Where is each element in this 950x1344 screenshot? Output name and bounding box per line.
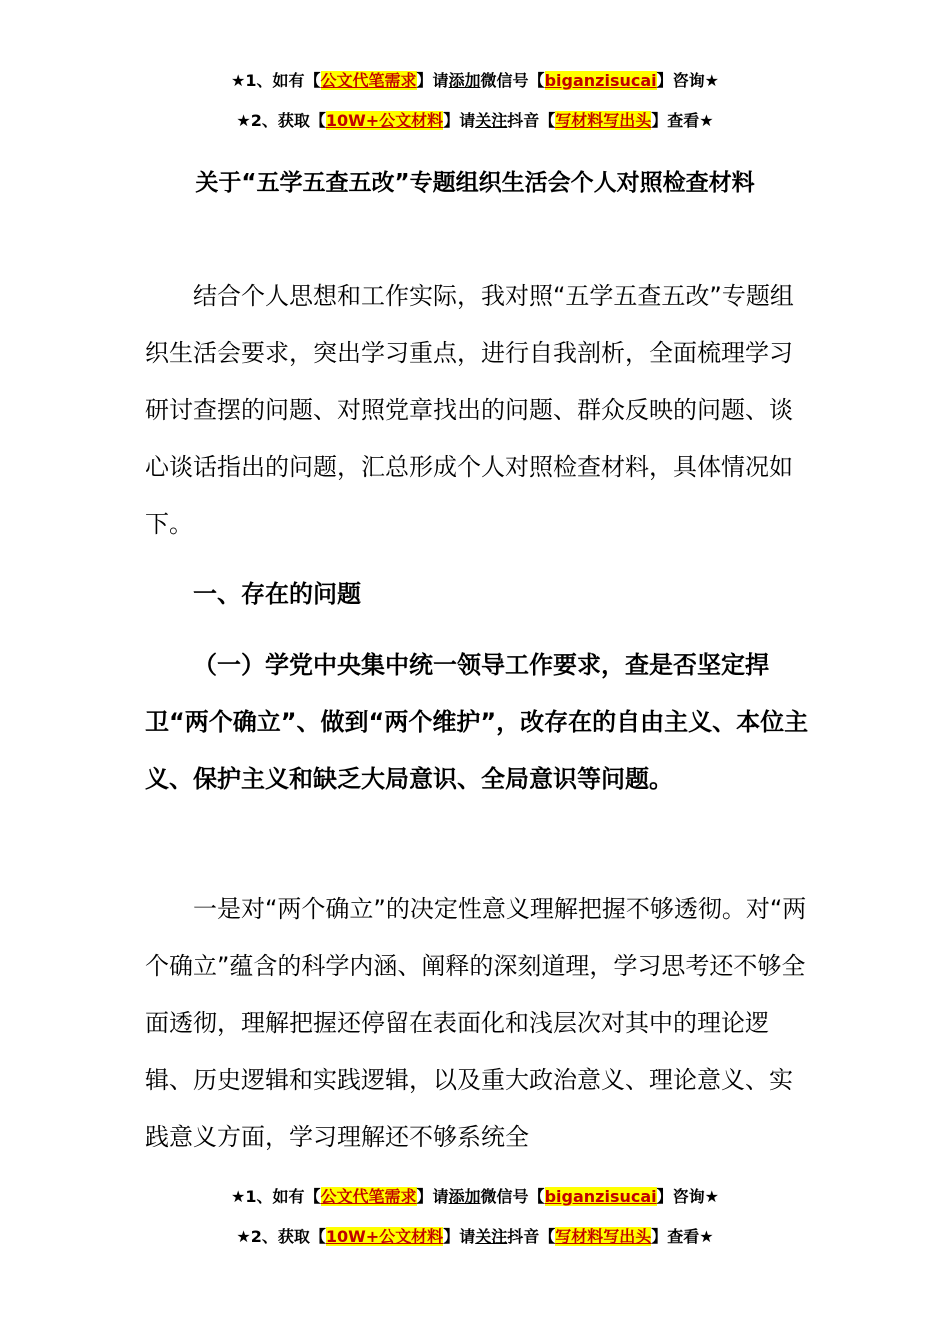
promo-line-2-bottom [0, 1226, 950, 1248]
promo-line-1-bottom [0, 1186, 950, 1208]
promo-prefix: ★1、如有【 [231, 1187, 321, 1206]
promo-highlight: 10W+公文材料 [325, 1227, 444, 1246]
promo-underline: 添加 [448, 71, 481, 90]
promo-text: 】请 [443, 1227, 476, 1246]
promo-suffix: 】咨询★ [656, 71, 719, 90]
promo-text: 】请 [416, 1187, 449, 1206]
promo-suffix: 】查看★ [651, 1227, 714, 1246]
promo-prefix: ★1、如有【 [231, 71, 321, 90]
intro-paragraph: 结合个人思想和工作实际，我对照“五学五查五改”专题组织生活会要求，突出学习重点，进行自我剖析，全面梳理学习研讨查摆的问题、对照党章找出的问题、群众反映的问题、谈心谈话指出的问题，汇总形成个人对照检查材料，具体情况如下。 [145, 282, 794, 538]
promo-highlight: 写材料写出头 [555, 1227, 652, 1246]
promo-highlight: 写材料写出头 [555, 111, 652, 130]
promo-prefix: ★2、获取【 [236, 111, 326, 130]
promo-suffix: 】咨询★ [656, 1187, 719, 1206]
promo-line-2-top [0, 110, 950, 132]
promo-highlight: biganzisucai [544, 71, 657, 90]
promo-underline: 关注 [475, 111, 508, 130]
promo-text: 】请 [443, 111, 476, 130]
promo-line-1-top [0, 70, 950, 92]
document-title: 关于“五学五查五改”专题组织生活会个人对照检查材料 [195, 170, 755, 196]
promo-prefix: ★2、获取【 [236, 1227, 326, 1246]
promo-text: 抖音【 [507, 111, 556, 130]
promo-underline: 关注 [475, 1227, 508, 1246]
promo-text: 微信号【 [480, 71, 545, 90]
body-paragraph: 一是对“两个确立”的决定性意义理解把握不够透彻。对“两个确立”蕴含的科学内涵、阐释的深刻道理，学习思考还不够全面透彻，理解把握还停留在表面化和浅层次对其中的理论逻辑、历史逻辑和实践逻辑，以及重大政治意义、理论意义、实践意义方面，学习理解还不够系统全 [145, 895, 807, 1151]
section-heading: 一、存在的问题 [193, 580, 361, 608]
promo-text: 微信号【 [480, 1187, 545, 1206]
subsection-heading: （一）学党中央集中统一领导工作要求，查是否坚定捍卫“两个确立”、做到“两个维护”，改存在的自由主义、本位主义、保护主义和缺乏大局意识、全局意识等问题。 [145, 651, 809, 793]
promo-suffix: 】查看★ [651, 111, 714, 130]
promo-text: 】请 [416, 71, 449, 90]
promo-highlight: 10W+公文材料 [325, 111, 444, 130]
promo-highlight: 公文代笔需求 [320, 71, 417, 90]
promo-text: 抖音【 [507, 1227, 556, 1246]
promo-highlight: 公文代笔需求 [320, 1187, 417, 1206]
promo-underline: 添加 [448, 1187, 481, 1206]
promo-highlight: biganzisucai [544, 1187, 657, 1206]
